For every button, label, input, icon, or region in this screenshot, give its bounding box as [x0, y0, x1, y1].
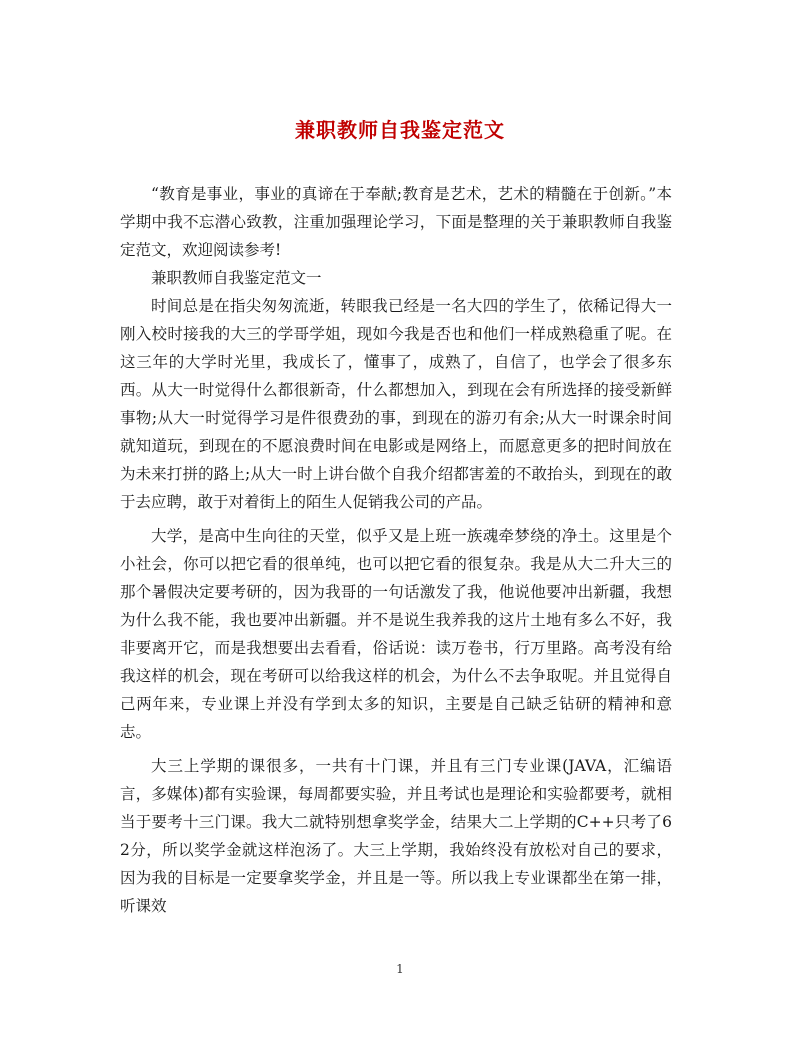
intro-paragraph: “教育是事业，事业的真谛在于奉献;教育是艺术，艺术的精髓在于创新。”本学期中我不忘潜心致教，注重加强理论学习，下面是整理的关于兼职教师自我鉴定范文，欢迎阅读参考! — [120, 185, 672, 259]
page-number: 1 — [396, 962, 404, 976]
body-paragraph: 大三上学期的课很多，一共有十门课，并且有三门专业课(JAVA，汇编语言，多媒体)都有实验课，每周都要实验，并且考试也是理论和实验都要考，就相当于要考十三门课。我大二就特别想拿奖学金，结果大二上学期的C++只考了62分，所以奖学金就这样泡汤了。大三上学期，我始终没有放松对自己的要求，因为我的目标是一定要拿奖学金，并且是一等。所以我上专业课都坐在第一排，听课效 — [120, 757, 672, 915]
section-heading: 兼职教师自我鉴定范文一 — [151, 269, 322, 287]
document-body — [120, 180, 672, 920]
body-paragraph: 大学，是高中生向往的天堂，似乎又是上班一族魂牵梦绕的净土。这里是个小社会，你可以把它看的很单纯，也可以把它看的很复杂。我是从大二升大三的那个暑假决定要考研的，因为我哥的一句话激发了我，他说他要冲出新疆，我想为什么我不能，我也要冲出新疆。并不是说生我养我的这片土地有多么不好，我非要离开它，而是我想要出去看看，俗话说：读万卷书，行万里路。高考没有给我这样的机会，现在考研可以给我这样的机会，为什么不去争取呢。并且觉得自己两年来，专业课上并没有学到太多的知识，主要是自己缺乏钻研的精神和意志。 — [120, 527, 672, 741]
body-paragraph: 时间总是在指尖匆匆流逝，转眼我已经是一名大四的学生了，依稀记得大一刚入校时接我的大三的学哥学姐，现如今我是否也和他们一样成熟稳重了呢。在这三年的大学时光里，我成长了，懂事了，成熟了，自信了，也学会了很多东西。从大一时觉得什么都很新奇，什么都想加入，到现在会有所选择的接受新鲜事物;从大一时觉得学习是件很费劲的事，到现在的游刃有余;从大一时课余时间就知道玩，到现在的不愿浪费时间在电影或是网络上，而愿意更多的把时间放在为未来打拼的路上;从大一时上讲台做个自我介绍都害羞的不敢抬头，到现在的敢于去应聘，敢于对着街上的陌生人促销我公司的产品。 — [120, 297, 672, 511]
document-title: 兼职教师自我鉴定范文 — [295, 118, 505, 142]
